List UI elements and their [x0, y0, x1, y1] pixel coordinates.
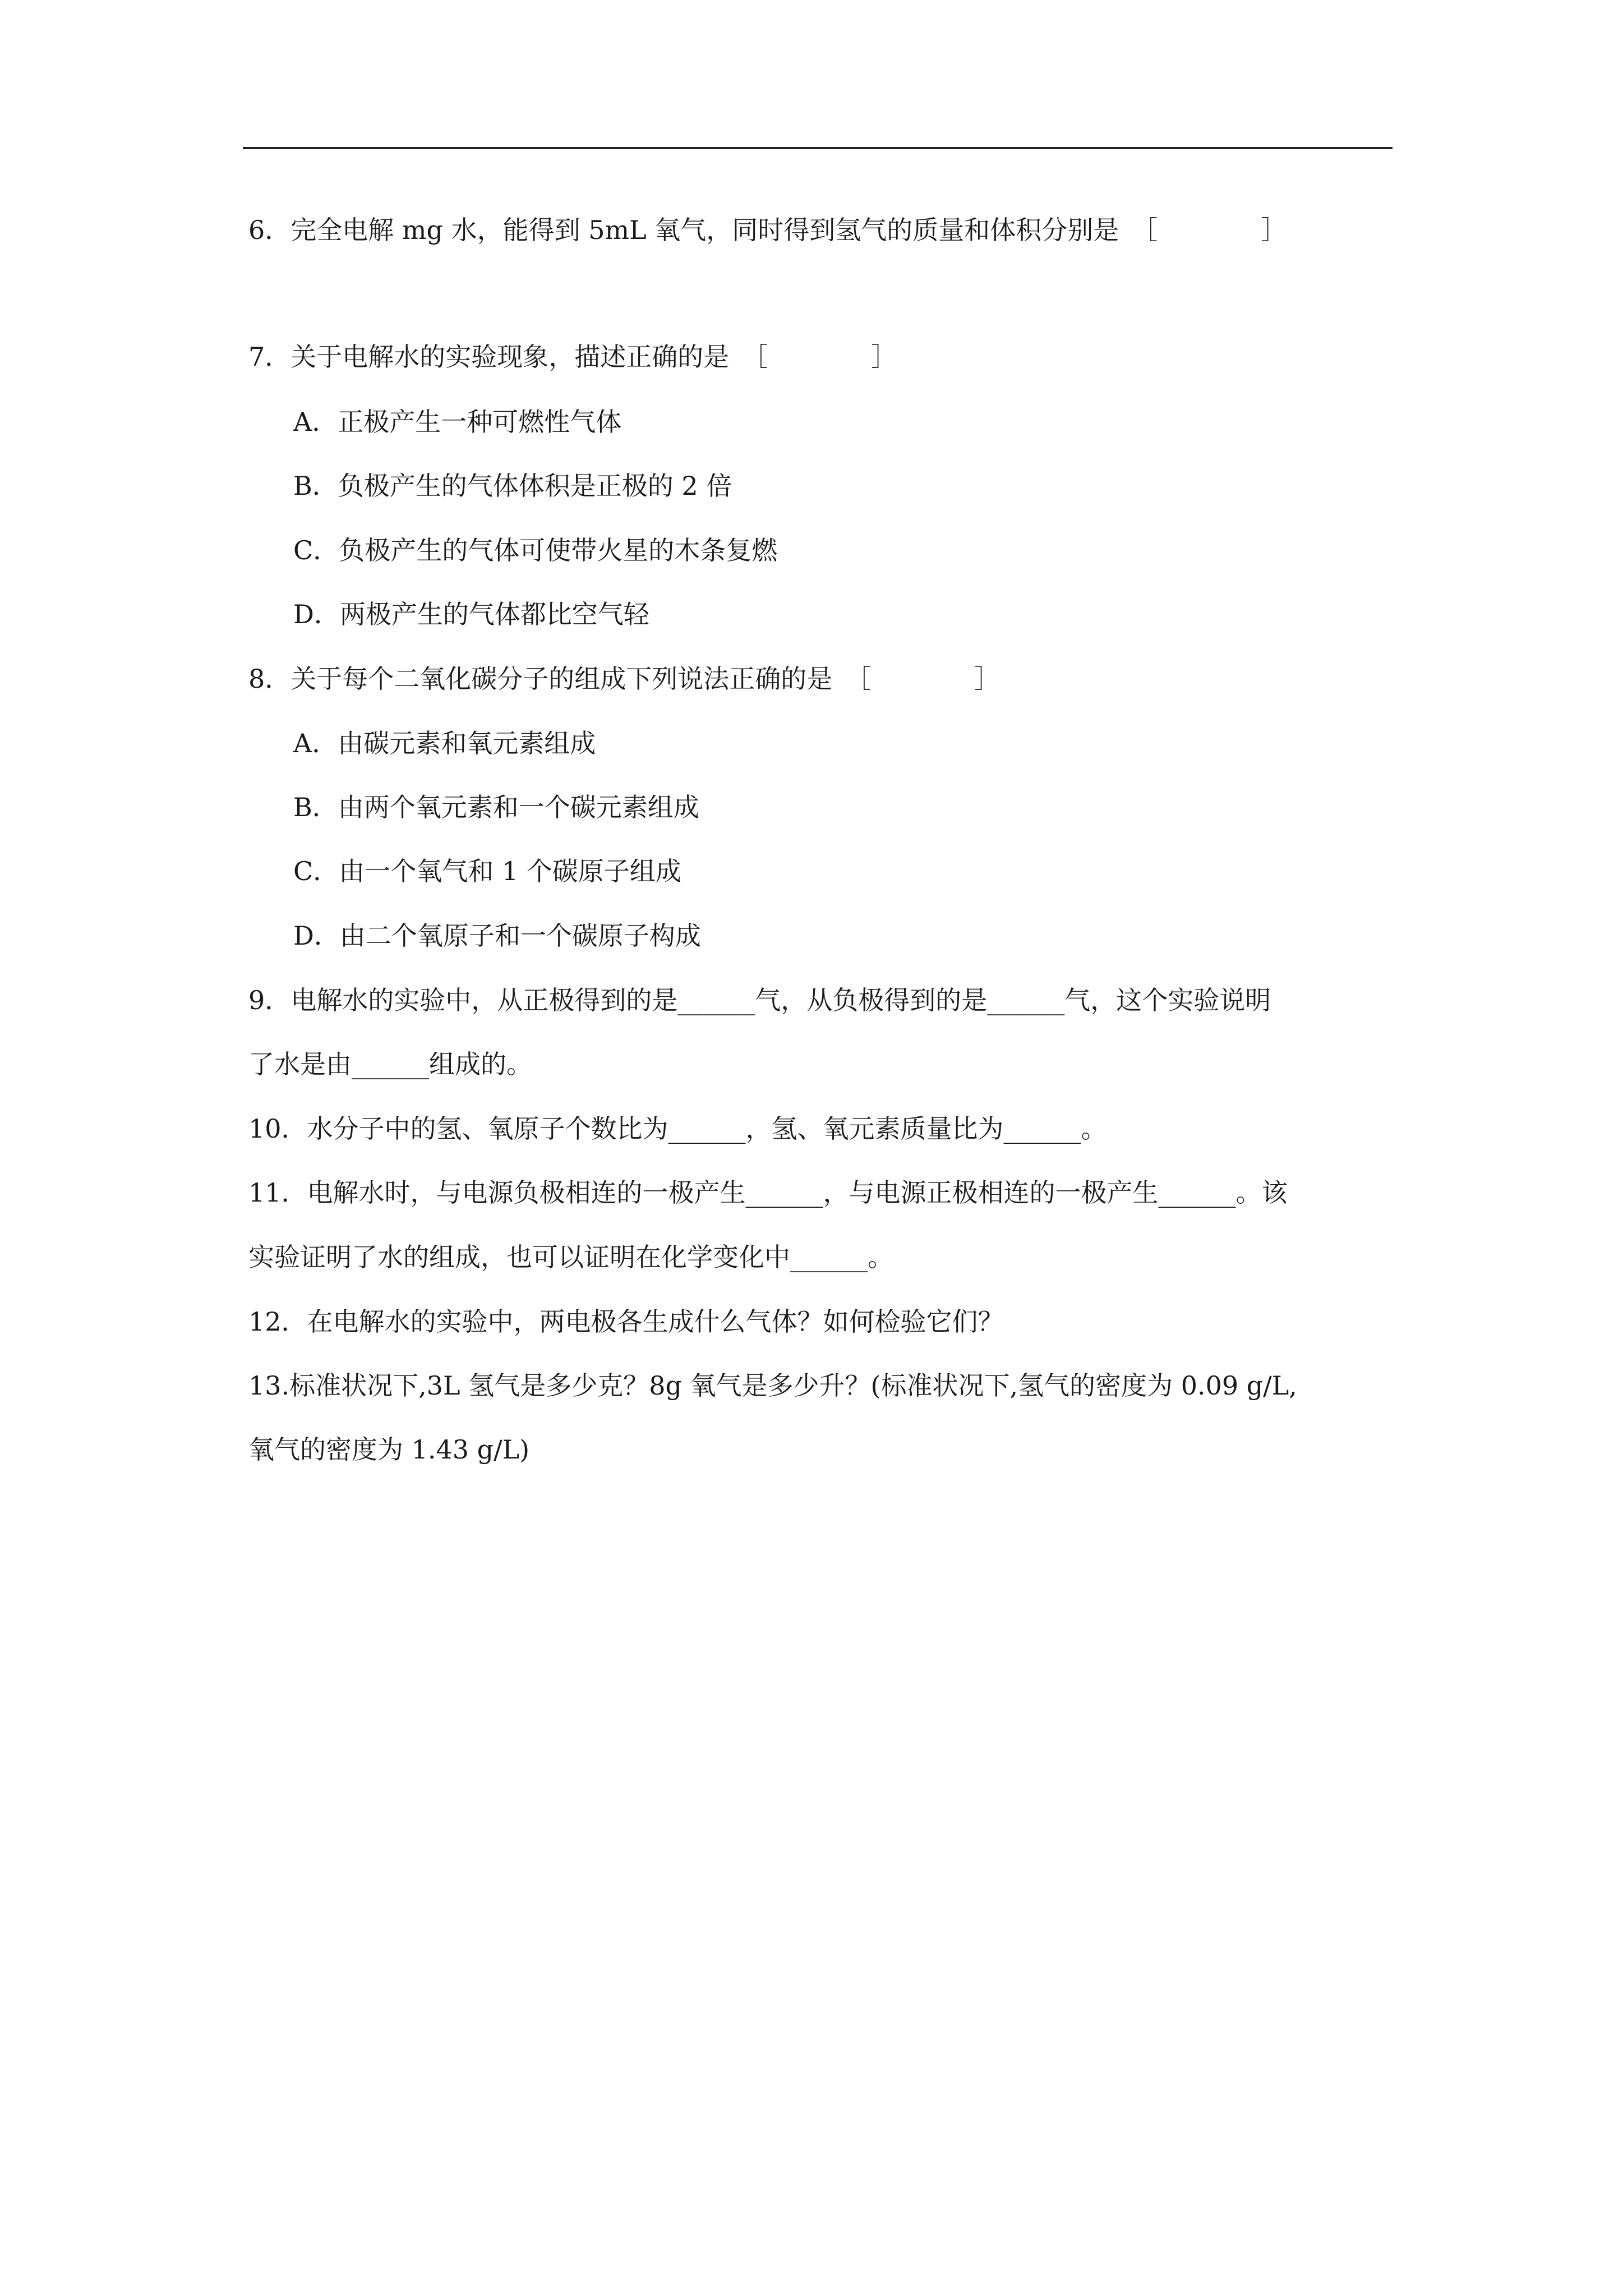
question-6: 6．完全电解 mg 水，能得到 5mL 氧气，同时得到氢气的质量和体积分别是 ［ ］ [248, 215, 1287, 245]
question-13-line-1: 13.标准状况下,3L 氢气是多少克？8g 氧气是多少升？(标准状况下,氢气的密度为 0.09 g/L, [248, 1370, 1297, 1401]
question-8-stem: 8．关于每个二氧化碳分子的组成下列说法正确的是 ［ ］ [248, 664, 1000, 694]
question-7-option-c: C．负极产生的气体可使带火星的木条复燃 [293, 535, 778, 565]
question-8-option-c: C．由一个氧气和 1 个碳原子组成 [293, 856, 681, 886]
question-8-option-a: A．由碳元素和氧元素组成 [293, 728, 596, 758]
question-8-option-d: D．由二个氧原子和一个碳原子构成 [293, 921, 701, 951]
question-7-option-d: D．两极产生的气体都比空气轻 [293, 599, 649, 629]
question-9-line-1: 9．电解水的实验中，从正极得到的是______气，从负极得到的是______气，这个实验说明 [248, 985, 1271, 1015]
header-rule [243, 147, 1393, 149]
question-13-line-2: 氧气的密度为 1.43 g/L) [248, 1434, 530, 1465]
question-11-line-2: 实验证明了水的组成，也可以证明在化学变化中______。 [248, 1242, 893, 1272]
question-7-option-b: B．负极产生的气体体积是正极的 2 倍 [293, 471, 732, 501]
question-9-line-2: 了水是由______组成的。 [248, 1049, 532, 1079]
question-11-line-1: 11．电解水时，与电源负极相连的一极产生______，与电源正极相连的一极产生______。该 [248, 1177, 1288, 1208]
question-12: 12．在电解水的实验中，两电极各生成什么气体？如何检验它们？ [248, 1306, 1004, 1337]
question-8-option-b: B．由两个氧元素和一个碳元素组成 [293, 792, 699, 822]
question-7-stem: 7．关于电解水的实验现象，描述正确的是 ［ ］ [248, 342, 897, 372]
question-7-option-a: A．正极产生一种可燃性气体 [293, 407, 622, 437]
question-10: 10．水分子中的氢、氧原子个数比为______，氢、氧元素质量比为______。 [248, 1114, 1107, 1144]
